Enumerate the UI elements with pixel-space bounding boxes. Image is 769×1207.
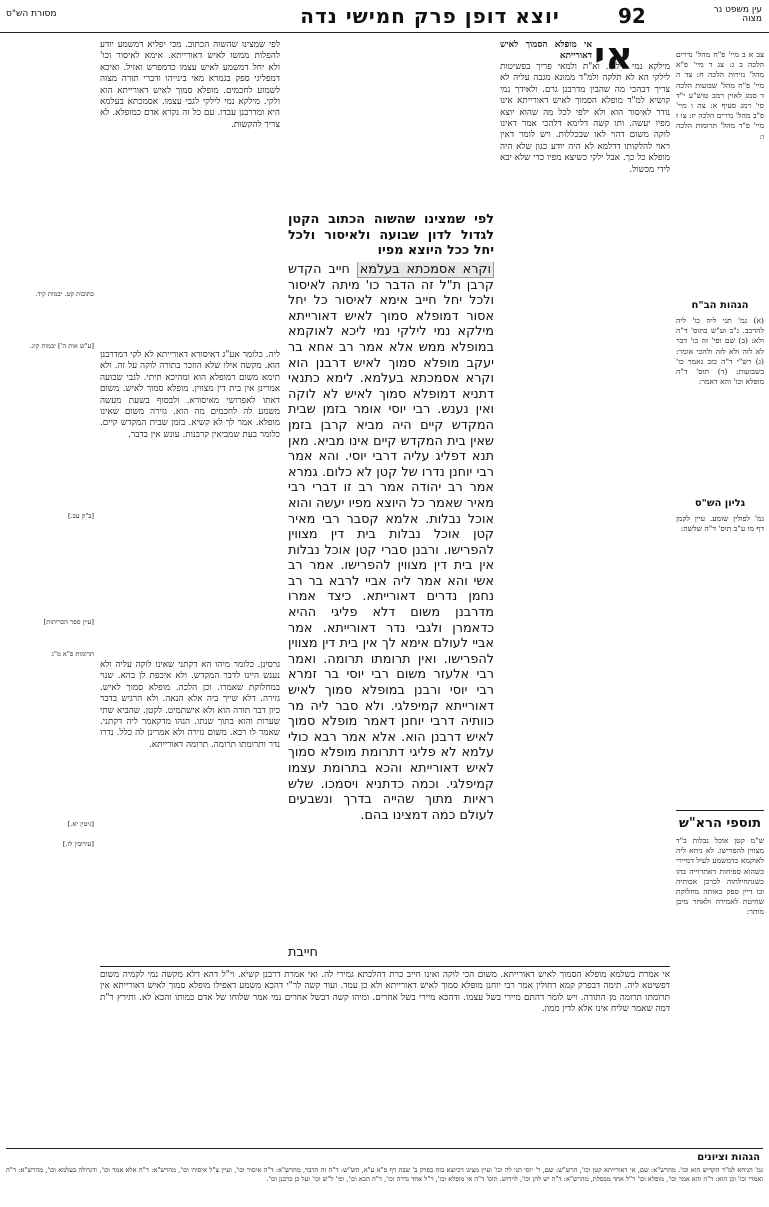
left-margin-label: מסורת הש"ס [6,9,57,19]
bottom-rule-top [100,966,670,967]
margin-tag-6: [ב"ק עב.] [68,512,94,520]
margin-tag-4: תרומות פ"א מ"ג [51,650,94,658]
margin-tag-3: [עיין ספר הכריתות] [43,618,94,626]
hagahot-text: (א) גמ' תני ליה כו' ליה להרכב. נ"ב וע"ש בתוס' ד"ה ולא: (ב) שם ופי' זה כו' דבר לא לזה ולא לזה ולהכי אומר: (ג) רש"י ד"ה כזב נאמר כו' בשבועות: (ד) תוס' ד"ה מופלא וכו' והא דאמר: [676,316,764,387]
hagahot-title: הגהות הב"ח [691,300,749,311]
ein-mishpat: צב א ב מיי' פ"ח מהל' נדרים הלכה ב ג: צג ד מיי' פ"א מהל' נזירות הלכה ח: צד ה מיי' פ"ח מהל' שבועות הלכה ד סמג לאוין רמב טוש"ע י"ד סי' רמג סעיף א: צה ו מיי' פ"ב מהל' נדרים הלכה יז: צו ז מיי' פ"ד מהל' תרומות הלכה ו: [676,50,764,141]
gemara-opening: לפי שמצינו שהשוה הכתוב הקטן לגדול לדון שבועה ולאיסור ולכל יחל ככל היוצא מפיו [288,212,494,259]
footnotes-title: הגהות וציונים [697,1152,760,1163]
gemara-closing: חייבת [288,945,318,960]
gemara-body [288,262,494,942]
page-title: יוצא דופן פרק חמישי נדה [300,4,560,28]
harosh-text: ש"מ קטן אוכל נבלות ב"ד מצווין להפרישו. לא ניחא ליה לאוקמא כדמשמע לעיל דמיירי כשהוא ספיחות דאתרוייה בהו כשנתחילתוה לכרכן אכותיה ובו דיין ספק כאותה מחלוקת שחיטת לאמירה ולאחר מיכן מותר: [676,836,764,917]
tosafot-lead: אי מופלא הסמוך לאיש דאורייתא [500,40,592,62]
gilyon-text: גמ' לפולין שומע. עיין לקמן דף מו ע"ב תוס' ד"ה שלשה: [676,514,764,534]
gemara-highlight: וקרא אסמכתא בעלמא [357,262,494,278]
tosafot-text: מילקא נמי לילקי. וא"ת ולמאי פריך בפשיטות לילקי הא לא תלקה ולמ"ד ממונא מגבה עליה לא צריך דבהכי מה שהבין מדרבנן גרם. ולאידך נמי קושיא למ"ד מופלא הסמוך לאיש דאורייתא אינו נודר לאיסור הוא ולא ילפי לכל מה שהוא יוצא מפיו יעשה. ותו קשה דלימא דלהכי אמר דאינו לוקה משום דהוי לאו שבכללות. ויש לומר דאין ראוי להלקותו דדלמא לא היה יודע כגון שלא היה מופלא כל כך. אבל ילקי כשיצא מפיו כדי שלא יבא לידי מכשול. [500,62,670,175]
gemara-body-text: חייב הקדש קרבן ת"ל זה הדבר כו' מיתה לאיסור ולכל יחל חייב אימא לאיסור כל יחל אסור דמופלא סמוך לאיש דאורייתא מילקא נמי לילקי נמי ליכא לאוקמא במופלא ממש אלא אמר רב אחא בר יעקב מופלא סמוך לאיש דרבנן הוא וקרא אסמכתא בעלמא. לימא כתנאי דתניא דמופלא סמוך לאיש לא לוקה ואין נענש. רבי יוסי אומר בזמן שבית המקדש קיים היה מביא קרבן בזמן שאין בית המקדש קיים אינו מביא. מאן תנא דפליג עליה דרבי יוסי. והא אמר רבי יוחנן נדרו של קטן לא כלום. גמרא אמר רב יהודה אמר רב זו דברי רבי מאיר שאמר כל היוצא מפיו יעשה והוא אוכל נבלות. אלמא קסבר רבי מאיר קטן אוכל נבלות בית דין מצווין להפרישו. ורבנן סברי קטן אוכל נבלות אין בית דין מצווין להפרישו. אמר רב אשי והא אמר ליה אביי לרבא בר רב נחמן נדרים דאורייתא. כיצד אמרו מדרבנן משום דלא פליגי ההיא כדאמרן ולגבי נדר דאורייתא. אמר אביי לעולם אימא לך אין בית דין מצווין להפרישו. ואין תרומתו תרומה. ואמר רבי אלעזר משום רבי יוסי בר זמרא רבי יוסי ורבנן במופלא סמוך לאיש דאורייתא קמיפלגי. ולא סבר ליה מר כוותיה דרבי יוחנן דאמר מופלא סמוך לאיש דרבנן הוא. אלא אמר רבא כולי עלמא לא פליגי דתרומת מופלא סמוך לאיש דאורייתא והכא בתרומת עצמו קמיפלגי. וכמה כדתניא ויסמכו. שלש ראיות מתוך שהייה בדרך ונשבעים לעולם כמה דמצינו בהם. [288,262,494,823]
rashi-column-2: ליה. כלומר אע"ג דאיסורא דאורייתא לא לקי דמדרבנן הוא. מקשה אילו שלא הוזכר בתורה לוקה על זה. ולא תימא משום דמופלא הוא ומהיכא תיתי. לגבי שבועה אמרינן אין בית דין מצווין. מופלא סמוך לאיש. משום דאתו לאפרושי מאיסורא. ולבסוף בשעת מעשה משמע לה לחכמים מה הוא. גזירה משום שאינו מופלא. אמר לך לא קשיא. בזמן שבית המקדש קיים. כלומר בעת שמביאין קרבנות. עונש אין בדבר. [100,350,280,440]
footnotes-text: גמ' הניחא למ"ד הקדיש הוא וכו'. מהרש"א: שם, אי דאורייתא קטן וכו', הרש"ש: שם, ר' יוסי תני לה וכו' ועיין מצינו דכיוצא בזה בפרק ב' שבת דף פ"א ע"א, הש"ש: ד"ה זה הדבר, מהרש"א: ד"ה איסור וכו', ועיין צ"ל איסורו וכו', מהרש"א: ד"ה אלא אמר וכו', ודגדולה בעלמא וכו', מהרש"א: ד"ה ואמרי וכו' וכן הוא: ד"ה והא אמר וכו', מופלא וכו' ר"ל אחד מבסלת, מהרש"א: ד"ה יש להן וכו', לוידוש. תוס' ד"ה אי מופלא וכו', ר"ל אחד נדרה וכו', ד"ה הכא וכו', ופי' ל"ש וכו' ועל כן כרבנן וכו'. [6,1166,763,1183]
harosh-rule [676,810,764,811]
margin-tag-5: [גיטין יא.] [67,820,94,828]
rashi-column-3: גרסינן. כלומר מיהו הא דקתני שאינו לוקה עליה ולא נענש היינו לדבר המקדש. ולא איכפת לן בהא. שנוי במחלוקת שאמרו. וכן הלכה. מופלא סמוך לאיש. גזירה. דלא שייך ביה אלא הנאה. ולא הרגיש בדבר כיון דבר תורה הוא ולא אישתמיט. לקטן. שהביא שתי שערות והוא בתוך שנתו. הנהו מדקאמר ליה דקתני. שאמר לו רבא. משום גזירה ולא אמרינן לה כלל. נדרו נדר ותרומתו תרומה. תרומה דאורייתא. [100,660,280,750]
margin-tag-1: כתובות קט. יבמות קיד. [35,290,94,298]
tosafot-initial: אי [594,34,633,78]
margin-tag-2: [ע"ש אות ה'] יבמות קיג. [29,342,94,350]
footnote-rule [6,1148,763,1149]
right-margin-label: עין משפט נר מצוה [713,5,762,24]
harosh-title: תוספי הרא"ש [679,816,761,831]
margin-tag-7: [עירובין לו.] [62,840,94,848]
rashi-column-1: לפי שמצינו שהשוה הכתוב. מכי יפליא דמשמע יודע להפלות ממשו לאיש דאורייתא. אימא לאיסור וכו' ולא יחל דמשמע לאיש עצמו כדמפרש ואזיל. ואיכא דמפליגי ספק בגמרא מאי בינייהו ודברי תורה מצוה לשמוע לחכמים. מופלא סמוך לאיש דאורייתא הוא ולקי. מילקא נמי לילקי לגבי עצמו. אסמכתא בעלמא היא ומדרבנן עבדו. עם כל זה נקרא אדם כמופלא. לא צריך להקשות. [100,40,280,130]
page-number: 92 [618,4,646,28]
gilyon-title: גליון הש"ס [694,498,746,509]
bottom-commentary: אי אמרת בשלמא מופלא הסמוך לאיש דאורייתא. משום הכי לוקה ואינו חייב כרת דהלכתא גמירי לה. ואי אמרת דרבנן קשיא. וי"ל דהא דלא מקשה נמי לקמיה משום דפשיטא ליה. תימה דבפרק קמא דחולין אמר רבי יוחנן מופלא סמוך לאיש דאורייתא ולא כן עמד. ועוד קשה לר"י דהכא משמע דאפילו מופלא סמוך לאיש דאורייתא אין תרומתו תרומה מן התורה. ויש לומר דהתם מיירי בשל עצמו. ודהכא מיירי בשל אחרים. ומיהו קשה דבשל אחרים נמי אמר שלוחו של אדם כמותו והכא לא. ותירץ ר"ת דמה שאמר שליח אינו אלא לדין ממון. [100,970,670,1015]
header-rule [0,32,769,33]
